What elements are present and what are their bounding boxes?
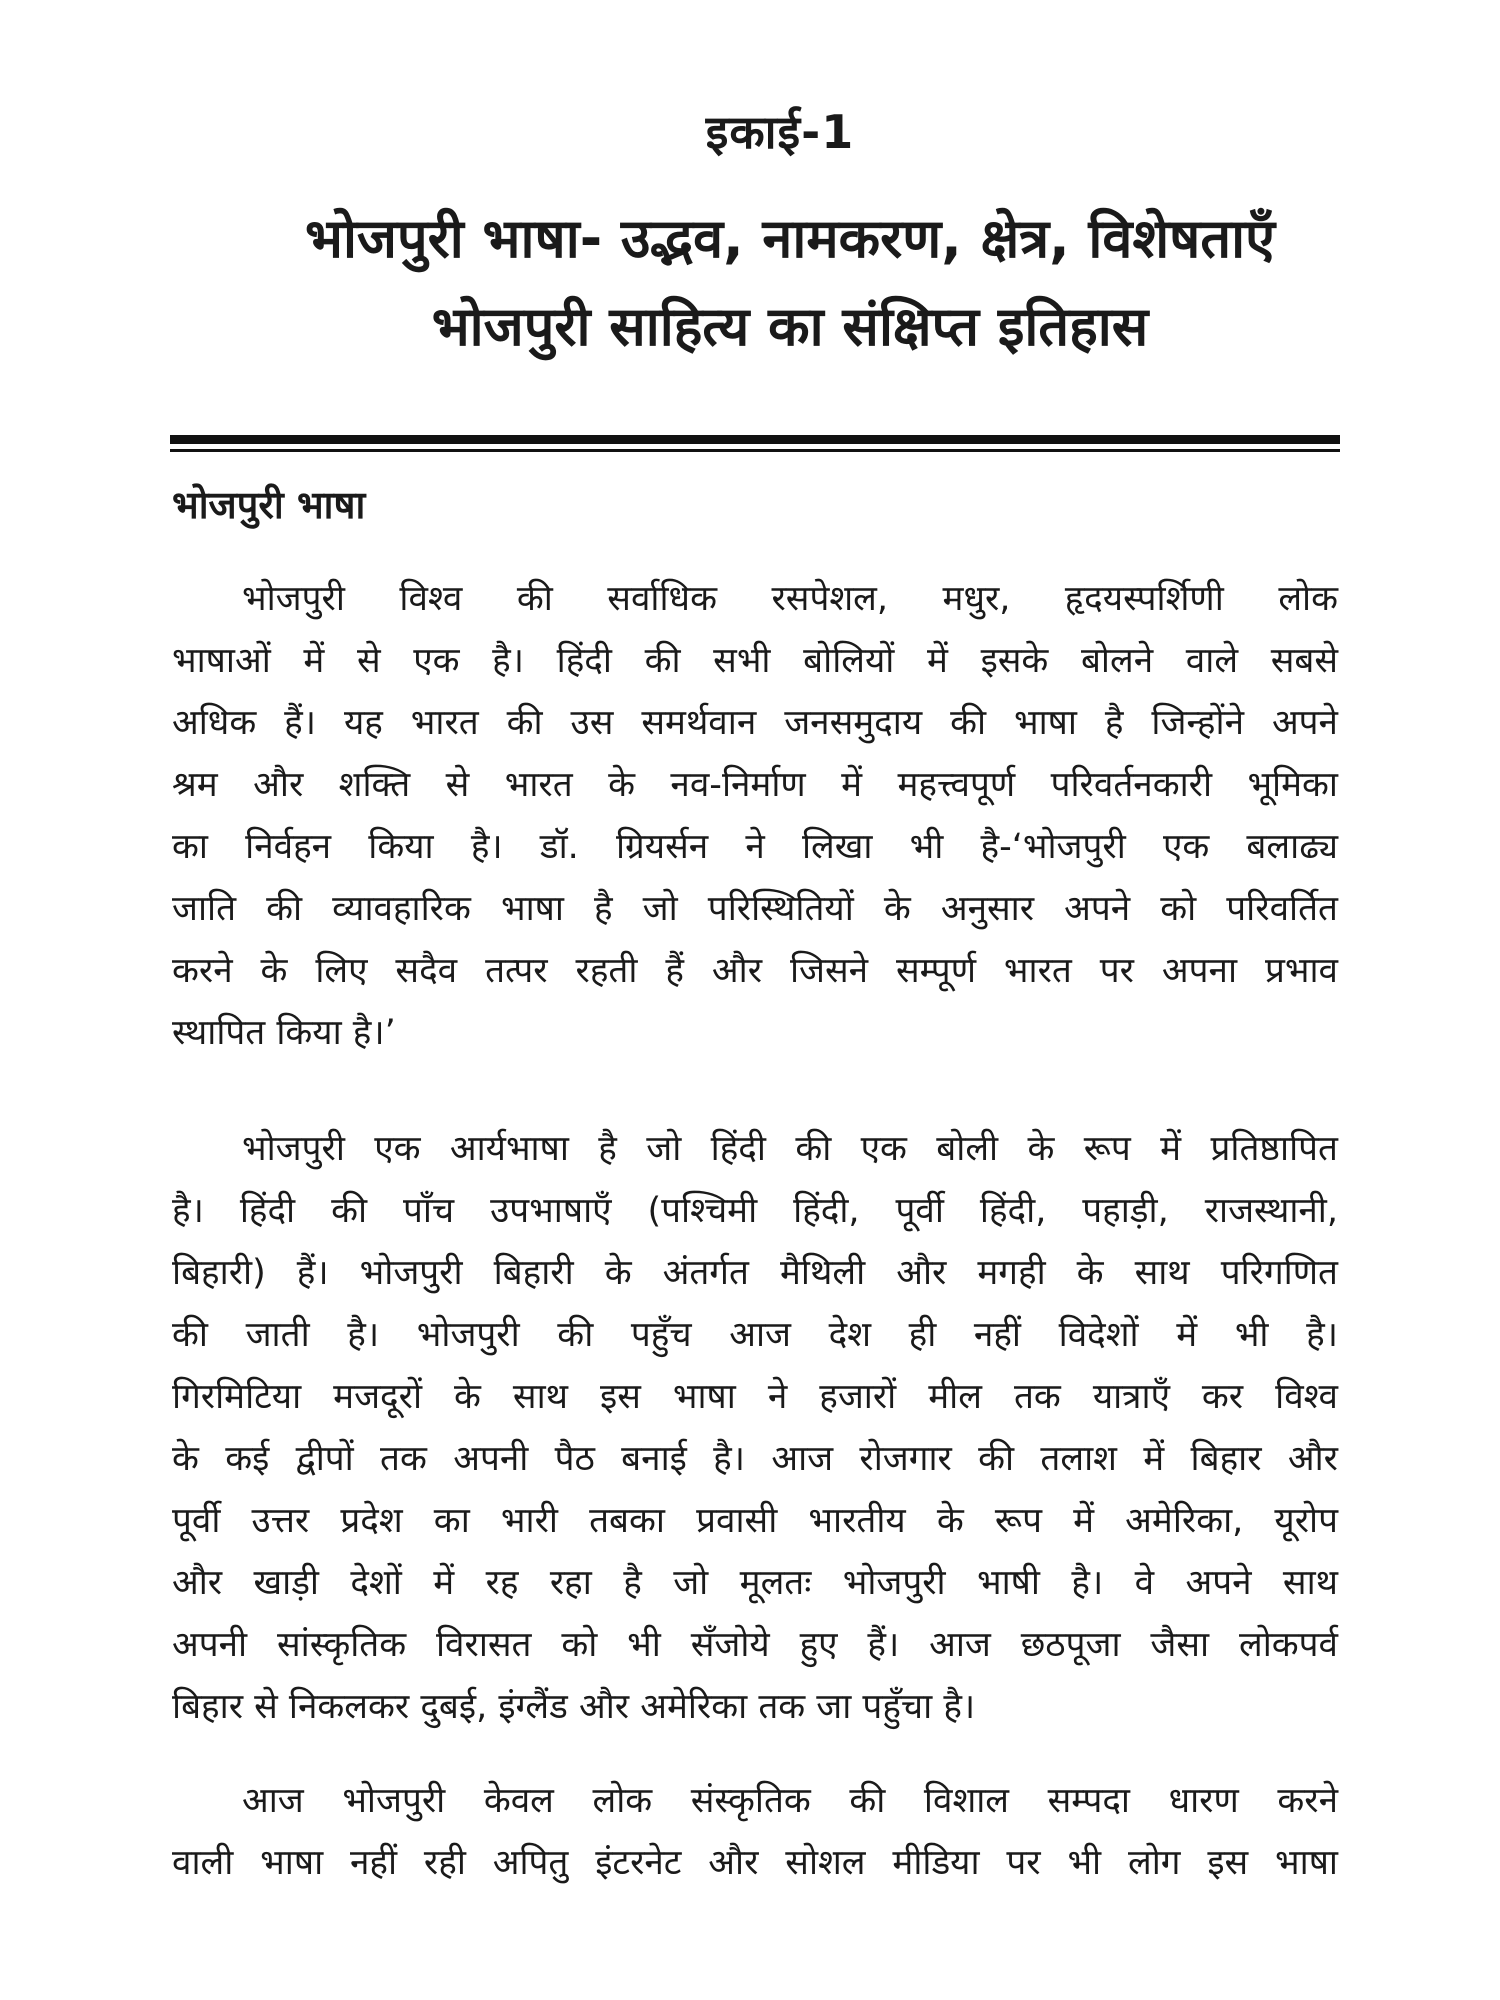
- paragraph-line: भोजपुरी एक आर्यभाषा है जो हिंदी की एक बोली के रूप में प्रतिष्ठापित: [242, 1129, 1338, 1169]
- paragraph-line: अधिक हैं। यह भारत की उस समर्थवान जनसमुदाय की भाषा है जिन्होंने अपने: [172, 703, 1338, 743]
- paragraph-3: [172, 1770, 1338, 1894]
- paragraph-line: स्थापित किया है।’: [172, 1013, 396, 1053]
- paragraph-line: श्रम और शक्ति से भारत के नव-निर्माण में महत्त्वपूर्ण परिवर्तनकारी भूमिका: [172, 765, 1338, 805]
- paragraph-line: जाति की व्यावहारिक भाषा है जो परिस्थितियों के अनुसार अपने को परिवर्तित: [172, 889, 1338, 929]
- paragraph-line: भोजपुरी विश्व की सर्वाधिक रसपेशल, मधुर, हृदयस्पर्शिणी लोक: [242, 579, 1338, 619]
- paragraph-line: और खाड़ी देशों में रह रहा है जो मूलतः भोजपुरी भाषी है। वे अपने साथ: [172, 1563, 1338, 1603]
- title-divider-thin: [170, 449, 1340, 452]
- chapter-title-line-2: भोजपुरी साहित्य का संक्षिप्त इतिहास: [431, 295, 1149, 358]
- unit-label: इकाई-1: [705, 105, 855, 159]
- paragraph-line: वाली भाषा नहीं रही अपितु इंटरनेट और सोशल मीडिया पर भी लोग इस भाषा: [172, 1843, 1338, 1883]
- paragraph-line: करने के लिए सदैव तत्पर रहती हैं और जिसने सम्पूर्ण भारत पर अपना प्रभाव: [172, 951, 1338, 991]
- paragraph-1: [172, 568, 1338, 1064]
- paragraph-line: भाषाओं में से एक है। हिंदी की सभी बोलियों में इसके बोलने वाले सबसे: [172, 641, 1338, 681]
- paragraph-line: के कई द्वीपों तक अपनी पैठ बनाई है। आज रोजगार की तलाश में बिहार और: [172, 1439, 1338, 1479]
- paragraph-line: गिरमिटिया मजदूरों के साथ इस भाषा ने हजारों मील तक यात्राएँ कर विश्व: [172, 1377, 1338, 1417]
- paragraph-line: का निर्वहन किया है। डॉ. ग्रियर्सन ने लिखा भी है-‘भोजपुरी एक बलाढ्य: [172, 827, 1338, 867]
- paragraph-line: बिहारी) हैं। भोजपुरी बिहारी के अंतर्गत मैथिली और मगही के साथ परिगणित: [172, 1253, 1338, 1293]
- paragraph-2: [172, 1118, 1338, 1738]
- paragraph-line: आज भोजपुरी केवल लोक संस्कृतिक की विशाल सम्पदा धारण करने: [242, 1781, 1338, 1821]
- chapter-title-line-1: भोजपुरी भाषा- उद्भव, नामकरण, क्षेत्र, विशेषताएँ: [304, 207, 1276, 270]
- section-heading: भोजपुरी भाषा: [172, 483, 366, 527]
- title-divider-thick: [170, 435, 1340, 444]
- paragraph-line: की जाती है। भोजपुरी की पहुँच आज देश ही नहीं विदेशों में भी है।: [172, 1315, 1338, 1355]
- paragraph-line: है। हिंदी की पाँच उपभाषाएँ (पश्चिमी हिंदी, पूर्वी हिंदी, पहाड़ी, राजस्थानी,: [172, 1191, 1338, 1231]
- paragraph-line: बिहार से निकलकर दुबई, इंग्लैंड और अमेरिका तक जा पहुँचा है।: [172, 1687, 976, 1727]
- paragraph-line: अपनी सांस्कृतिक विरासत को भी सँजोये हुए हैं। आज छठपूजा जैसा लोकपर्व: [172, 1625, 1338, 1665]
- chapter-title: [250, 195, 1330, 371]
- paragraph-line: पूर्वी उत्तर प्रदेश का भारी तबका प्रवासी भारतीय के रूप में अमेरिका, यूरोप: [172, 1501, 1338, 1541]
